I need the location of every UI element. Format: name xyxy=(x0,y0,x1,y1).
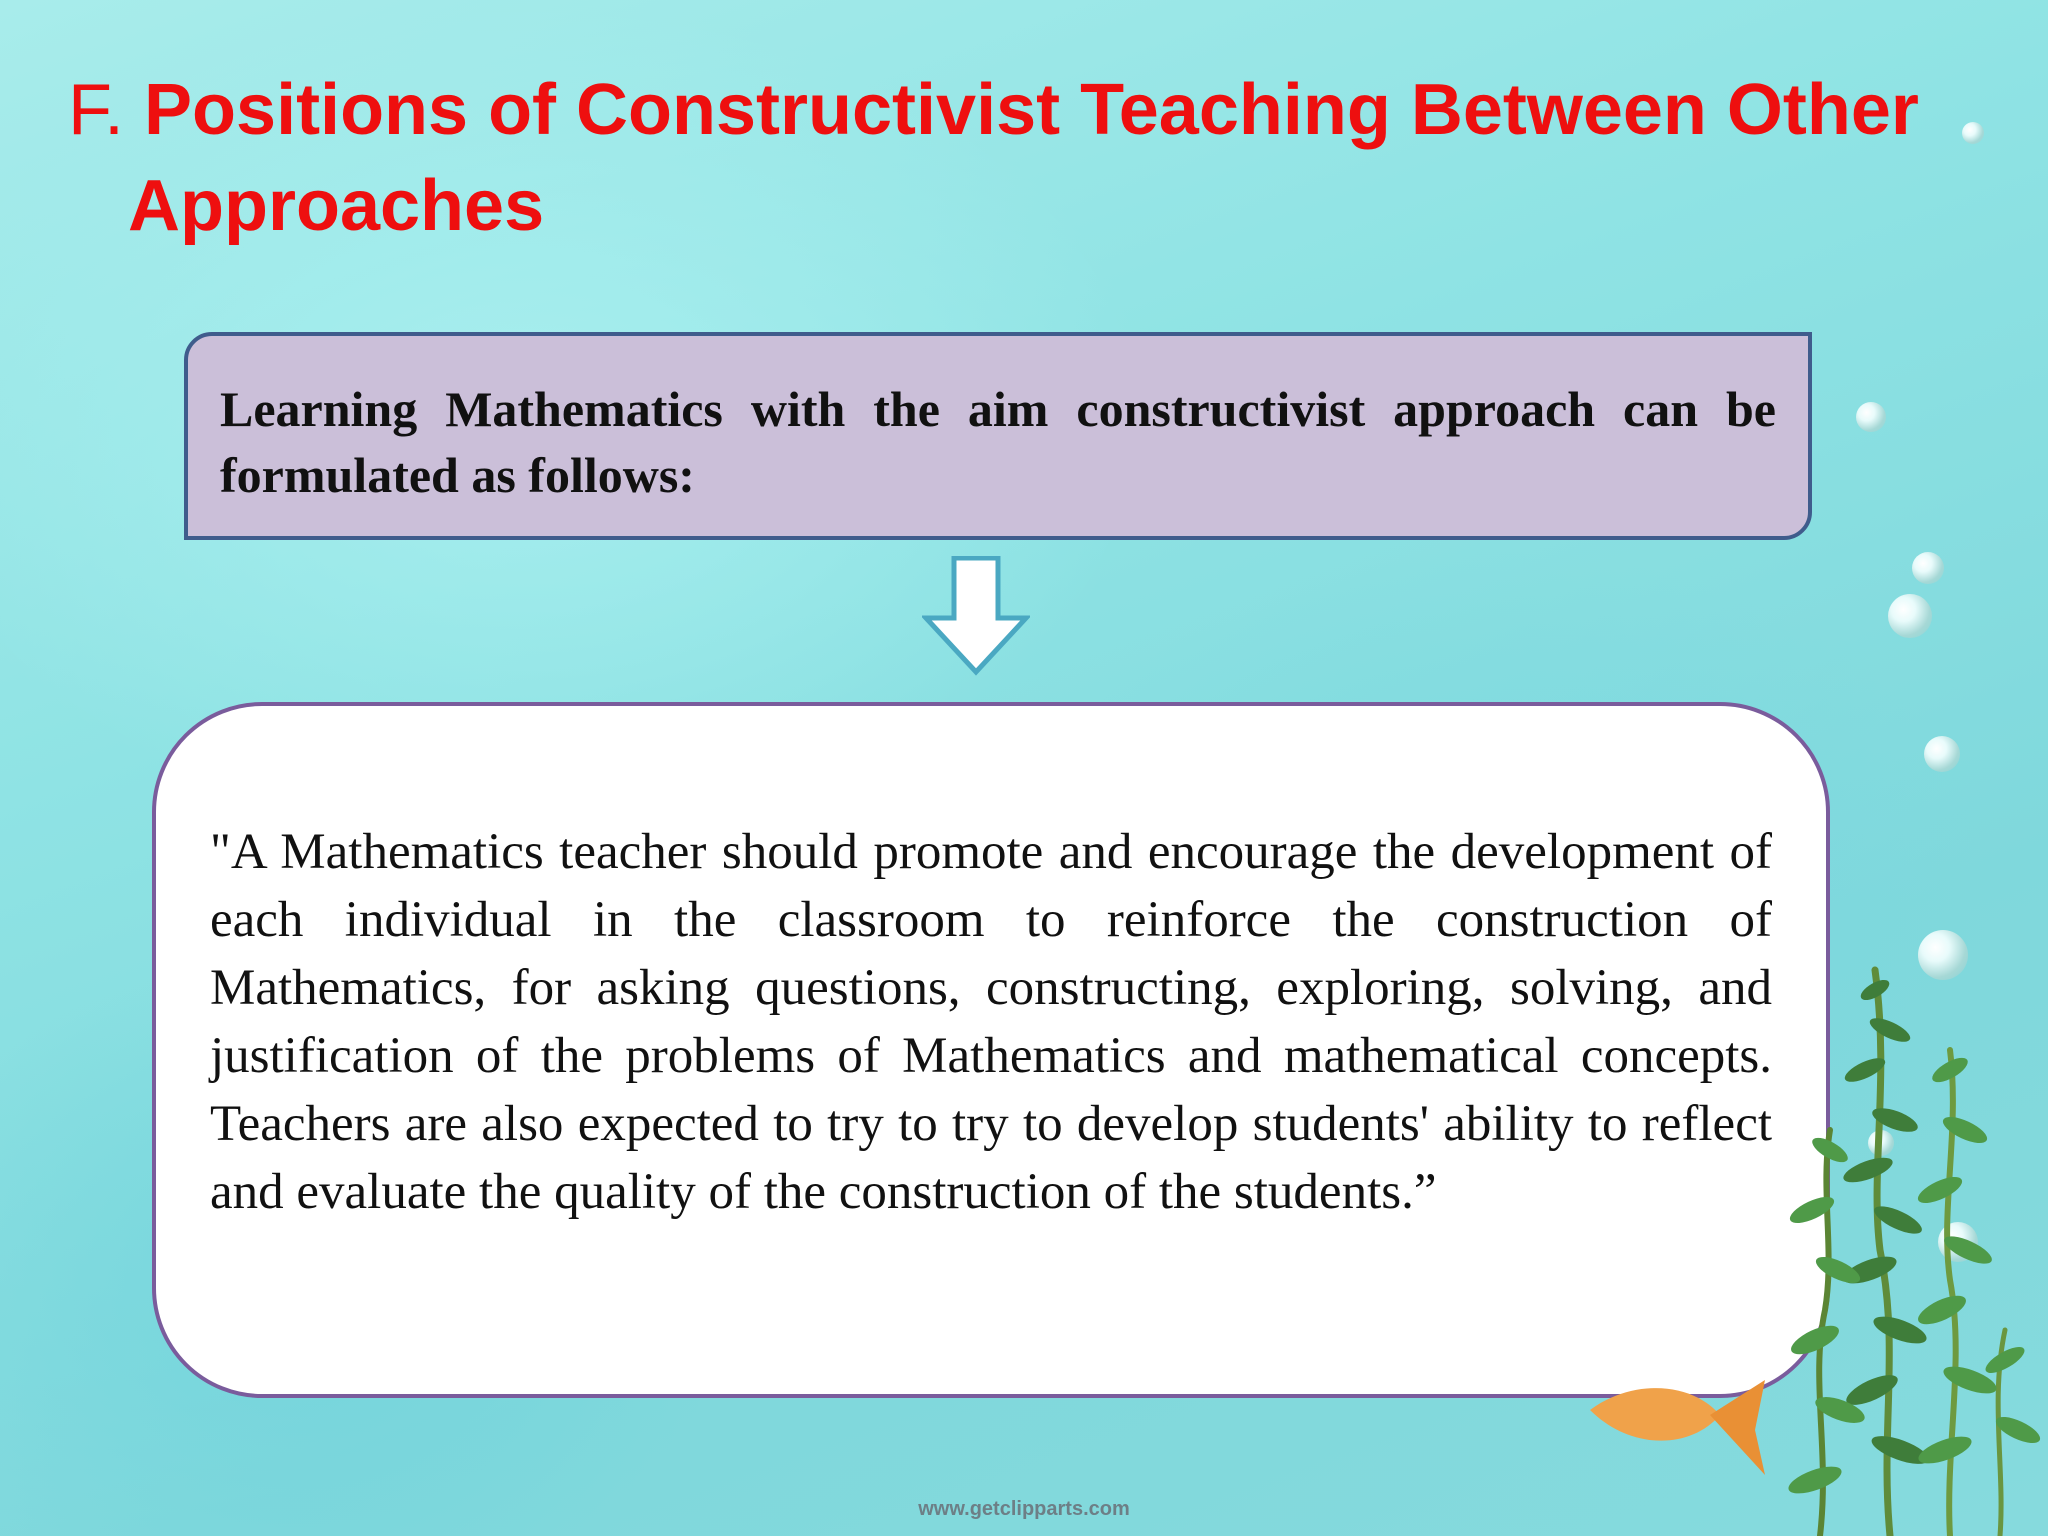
down-arrow-icon xyxy=(922,556,1030,676)
bubble-decoration xyxy=(1888,594,1932,638)
premise-box xyxy=(184,332,1812,540)
quote-text: "A Mathematics teacher should promote and encourage the development of each individual in the classroom to reinforce the construction of Mathematics, for asking questions, constructing, exploring, solving, and justification of the problems of Mathematics and mathematical concepts. Teachers are also expected to try to try to develop students' ability to reflect and evaluate the quality of the construction of the students.” xyxy=(210,824,1772,1220)
bubble-decoration xyxy=(1962,122,1984,144)
quote-box xyxy=(152,702,1830,1398)
title-prefix: F. xyxy=(68,70,125,150)
bubble-decoration xyxy=(1924,736,1960,772)
title-line-2: Approaches xyxy=(128,166,545,246)
fish-illustration xyxy=(1580,1370,1770,1480)
bubble-decoration xyxy=(1856,402,1886,432)
footer-credit: www.getclipparts.com xyxy=(918,1498,1130,1520)
bubble-decoration xyxy=(1912,552,1944,584)
slide-title xyxy=(68,62,1948,254)
title-line-1: Positions of Constructivist Teaching Between Other xyxy=(144,70,1919,150)
premise-text: Learning Mathematics with the aim constructivist approach can be formulated as follows: xyxy=(220,381,1776,503)
